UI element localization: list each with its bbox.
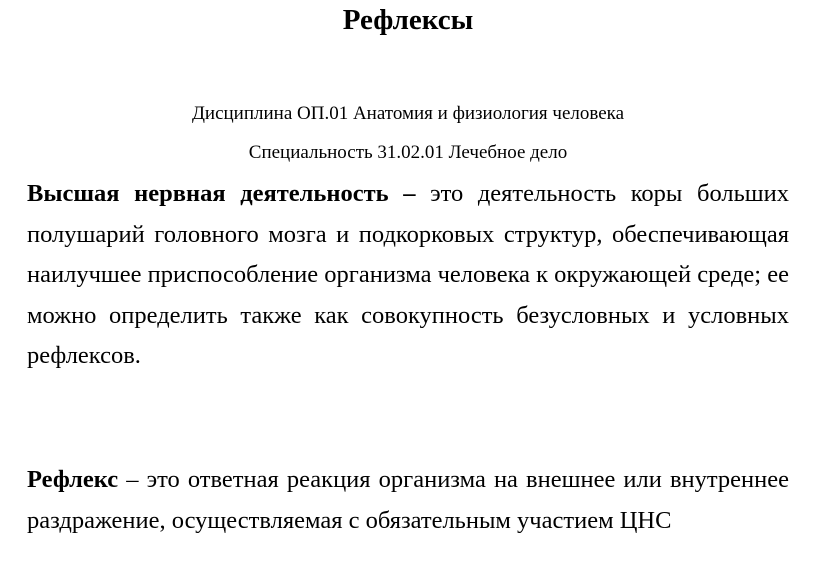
page-title: Рефлексы <box>342 4 474 36</box>
definition-term: Рефлекс <box>27 466 119 493</box>
definition-term: Высшая нервная деятельность – <box>27 180 416 207</box>
definition-text: это деятельность коры больших полушарий головного мозга и подкорковых структур, обеспечивающая наилучшее приспособление организма человека к окружающей среде; ее можно определить также как совокупность безусловных и условных рефлексов. <box>27 180 789 370</box>
specialty-line: Специальность 31.02.01 Лечебное дело <box>248 142 568 163</box>
definition-text: – это ответная реакция организма на внешнее или внутреннее раздражение, осуществляемая с обязательным участием ЦНС <box>27 466 789 534</box>
definition-paragraph-hnd <box>27 174 789 377</box>
definition-paragraph-reflex <box>27 460 789 541</box>
discipline-line: Дисциплина ОП.01 Анатомия и физиология человека <box>191 103 625 124</box>
